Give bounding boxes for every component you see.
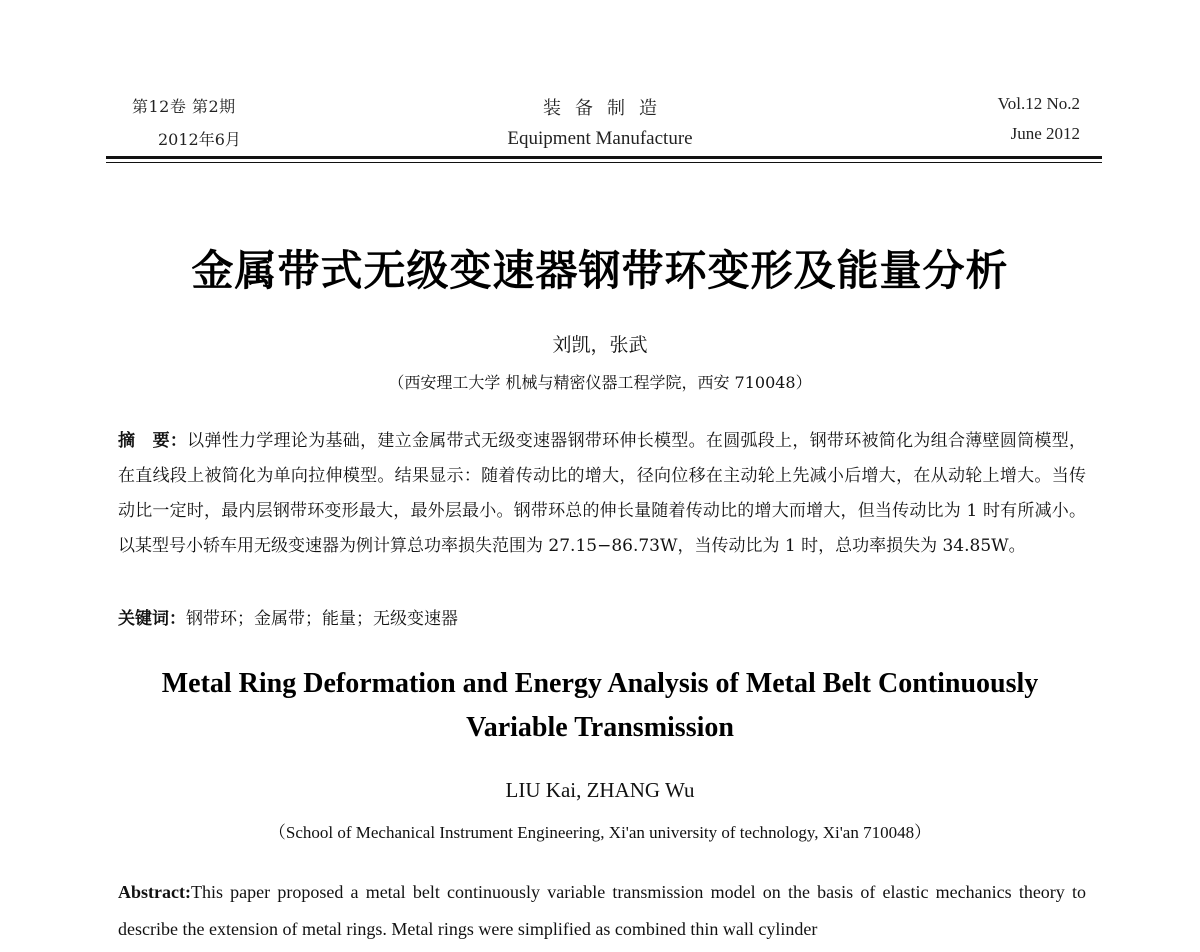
journal-volume-info: [132, 94, 332, 150]
keywords-cn: [118, 604, 1086, 634]
journal-name-cn: 装备制造: [543, 98, 671, 119]
volume-issue: 第12卷 第2期: [132, 97, 236, 116]
abstract-cn-text: 以弹性力学理论为基础，建立金属带式无级变速器钢带环伸长模型。在圆弧段上，钢带环被简化为组合薄壁圆筒模型，在直线段上被简化为单向拉伸模型。结果显示：随着传动比的增大，径向位移在主动轮上先减小后增大，在从动轮上增大。当传动比一定时，最内层钢带环变形最大，最外层最小。钢带环总的伸长量随着传动比的增大而增大，但当传动比为 1 时有所减小。以某型号小轿车用无级变速器为例计算总功率损失范围为 27.15−86.73W，当传动比为 1 时，总功率损失为 34.85W。: [118, 431, 1087, 556]
volume-issue-en: Vol.12 No.2: [997, 94, 1080, 113]
affiliation-en: （School of Mechanical Instrument Engineering, Xi'an university of technology, Xi'an 710048）: [268, 823, 932, 842]
abstract-en-label: Abstract:: [118, 882, 191, 902]
keywords-cn-text: 钢带环；金属带；能量；无级变速器: [186, 609, 458, 629]
paper-title-en-line1: Metal Ring Deformation and Energy Analysis of Metal Belt Continuously: [161, 668, 1039, 699]
header-rule-thick: [106, 156, 1102, 159]
issue-date-en: June 2012: [1010, 124, 1080, 143]
abstract-en-text: This paper proposed a metal belt continuously variable transmission model on the basis of elastic mechanics theory to describe the extension of metal rings. Metal rings were simplified as combined thin wall cylinder: [118, 882, 1086, 939]
journal-name: [400, 94, 800, 150]
header-rule-thin: [106, 162, 1102, 163]
keywords-cn-label: 关键词：: [118, 609, 186, 629]
abstract-en: [118, 874, 1086, 948]
affiliation-cn: （西安理工大学 机械与精密仪器工程学院，西安 710048）: [388, 373, 812, 392]
issue-date: 2012年6月: [158, 130, 241, 149]
abstract-cn: [118, 424, 1086, 564]
paper-title-en-line2: Variable Transmission: [466, 712, 734, 743]
paper-title-cn: 金属带式无级变速器钢带环变形及能量分析: [191, 246, 1009, 295]
paper-title-en: [100, 662, 1100, 750]
journal-volume-info-en: [880, 94, 1080, 144]
journal-name-en: Equipment Manufacture: [507, 128, 693, 149]
abstract-cn-label: 摘 要：: [118, 431, 188, 451]
authors-cn: 刘凯，张武: [552, 334, 648, 356]
authors-en: LIU Kai, ZHANG Wu: [505, 778, 695, 802]
